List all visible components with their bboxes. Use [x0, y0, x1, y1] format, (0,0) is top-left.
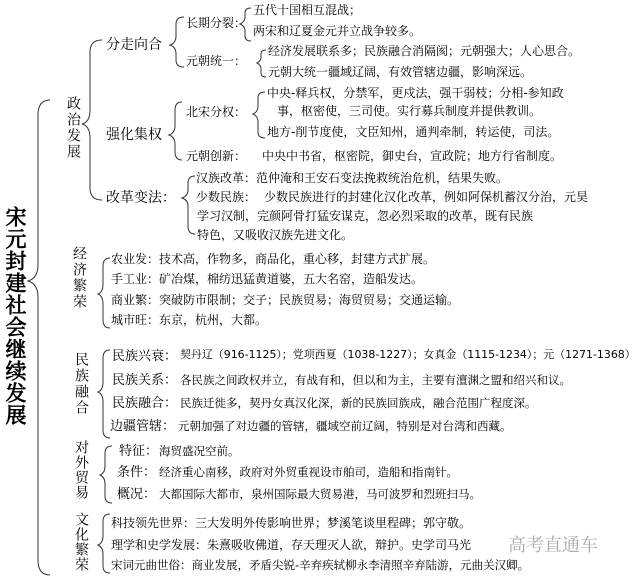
- ethnic-item-3-text: 民族迁徙多，契丹女真汉化深，新的民族回族成，融合范围广程度深。: [180, 396, 537, 410]
- economy-label: 经济繁荣: [71, 246, 87, 310]
- fenzou-label: 分走向合: [106, 37, 162, 53]
- ethnic-item-1-label: 民族兴衰：: [112, 349, 178, 364]
- economy-item-2: 手工业：矿冶煤，棉纺迅猛黄道婆，五大名窑，造船发达。: [111, 272, 424, 286]
- ethnic-label: 民族融合: [73, 352, 89, 416]
- trade-label: 对外贸易: [73, 440, 89, 500]
- shaoshu-line-2: 学习汉制，完颜阿骨打猛安谋克，忽必烈采取的改革，既有民族: [197, 209, 534, 223]
- ethnic-item-2-label: 民族关系：: [112, 373, 178, 388]
- politics-label: 政治发展: [65, 96, 81, 160]
- main-title: 宋元封建社会继续发展: [3, 206, 27, 426]
- trade-item-1-label: 特征：: [119, 444, 159, 459]
- yuanchuang-line: 中央中书省，枢密院，御史台，宣政院；地方行省制度。: [262, 149, 563, 163]
- culture-item-2: 理学和史学发展：朱熹吸收佛道，存天理灭人欲，辩护。史学司马光: [111, 538, 472, 552]
- trade-item-1-text: 海贸盛况空前。: [159, 444, 240, 458]
- ethnic-item-3-label: 民族融合：: [112, 396, 178, 411]
- trade-item-2-label: 条件：: [117, 465, 157, 480]
- shaoshu-line-1: 少数民族进行的封建化汉化改革，例如阿保机蓄汉分治，元昊: [264, 190, 589, 204]
- gaige-label: 改革变法：: [106, 190, 176, 206]
- culture-item-3: 宋词元曲世俗：商业发展，矛盾尖锐-辛弃疾轼柳永李清照辛弃陆游，元曲关汉卿。: [111, 558, 530, 572]
- ethnic-item-4-label: 边疆管辖：: [110, 419, 176, 434]
- ethnic-item-2-text: 各民族之间政权并立，有战有和，但以和为主，主要有澶渊之盟和绍兴和议。: [180, 373, 571, 387]
- economy-item-4: 城市旺：东京，杭州，大都。: [111, 313, 268, 327]
- shaoshu-label: 少数民族：: [196, 190, 257, 204]
- beisong-line-1: 中央-释兵权，分禁军，更戍法，强干弱枝；分相-参知政: [267, 86, 564, 100]
- trade-item-3-text: 大都国际大都市，泉州国际最大贸易港，马可波罗和烈班扫马。: [159, 487, 481, 501]
- yuan-tongyi-line-2: 元朝大统一疆域辽阔，有效管辖边疆，影响深远。: [268, 65, 533, 79]
- watermark: 高考直通车: [508, 535, 598, 556]
- economy-item-1: 农业发：技术高，作物多，商品化，重心移，封建方式扩展。: [111, 252, 436, 266]
- culture-item-1: 科技领先世界：三大发明外传影响世界；梦溪笔谈里程碑；郭守敬。: [111, 516, 472, 530]
- hanzu-gaige: 汉族改革：范仲淹和王安石变法挽救统治危机，结果失败。: [196, 171, 509, 185]
- trade-item-2-text: 经济重心南移，政府对外贸重视设市舶司，造船和指南针。: [159, 465, 458, 479]
- yuan-tongyi-line-1: 经济发展联系多；民族融合消隔阂；元朝强大；人心思合。: [268, 44, 581, 58]
- qianghua-label: 强化集权: [106, 127, 162, 143]
- yuan-tongyi-label: 元朝统一：: [186, 54, 247, 68]
- changqi-label: 长期分裂：: [186, 16, 247, 30]
- ethnic-item-1-text: 契丹辽（916-1125）；党项西夏（1038-1227）；女真金（1115-1234）；元（1271-1368）: [180, 348, 636, 361]
- culture-label: 文化繁荣: [73, 512, 89, 572]
- changqi-line-2: 两宋和辽夏金元并立战争较多。: [253, 24, 422, 38]
- yuanchuang-label: 元朝创新：: [186, 149, 247, 163]
- trade-item-3-label: 概况：: [117, 487, 157, 502]
- shaoshu-line-3: 特色，又吸收汉族先进文化。: [197, 228, 354, 242]
- changqi-line-1: 五代十国相互混战；: [253, 3, 362, 17]
- beisong-label: 北宋分权：: [186, 105, 247, 119]
- beisong-line-2: 事，枢密使，三司使。实行募兵制度并提供教训。: [277, 104, 542, 118]
- ethnic-item-4-text: 元朝加强了对边疆的管辖，疆域空前辽阔，特别是对台湾和西藏。: [178, 419, 512, 433]
- economy-item-3: 商业繁：突破防市限制；交子；民族贸易；海贸贸易；交通运输。: [111, 293, 460, 307]
- beisong-line-3: 地方-削节度使，文臣知州，通判牵制，转运使，司法。: [267, 125, 560, 139]
